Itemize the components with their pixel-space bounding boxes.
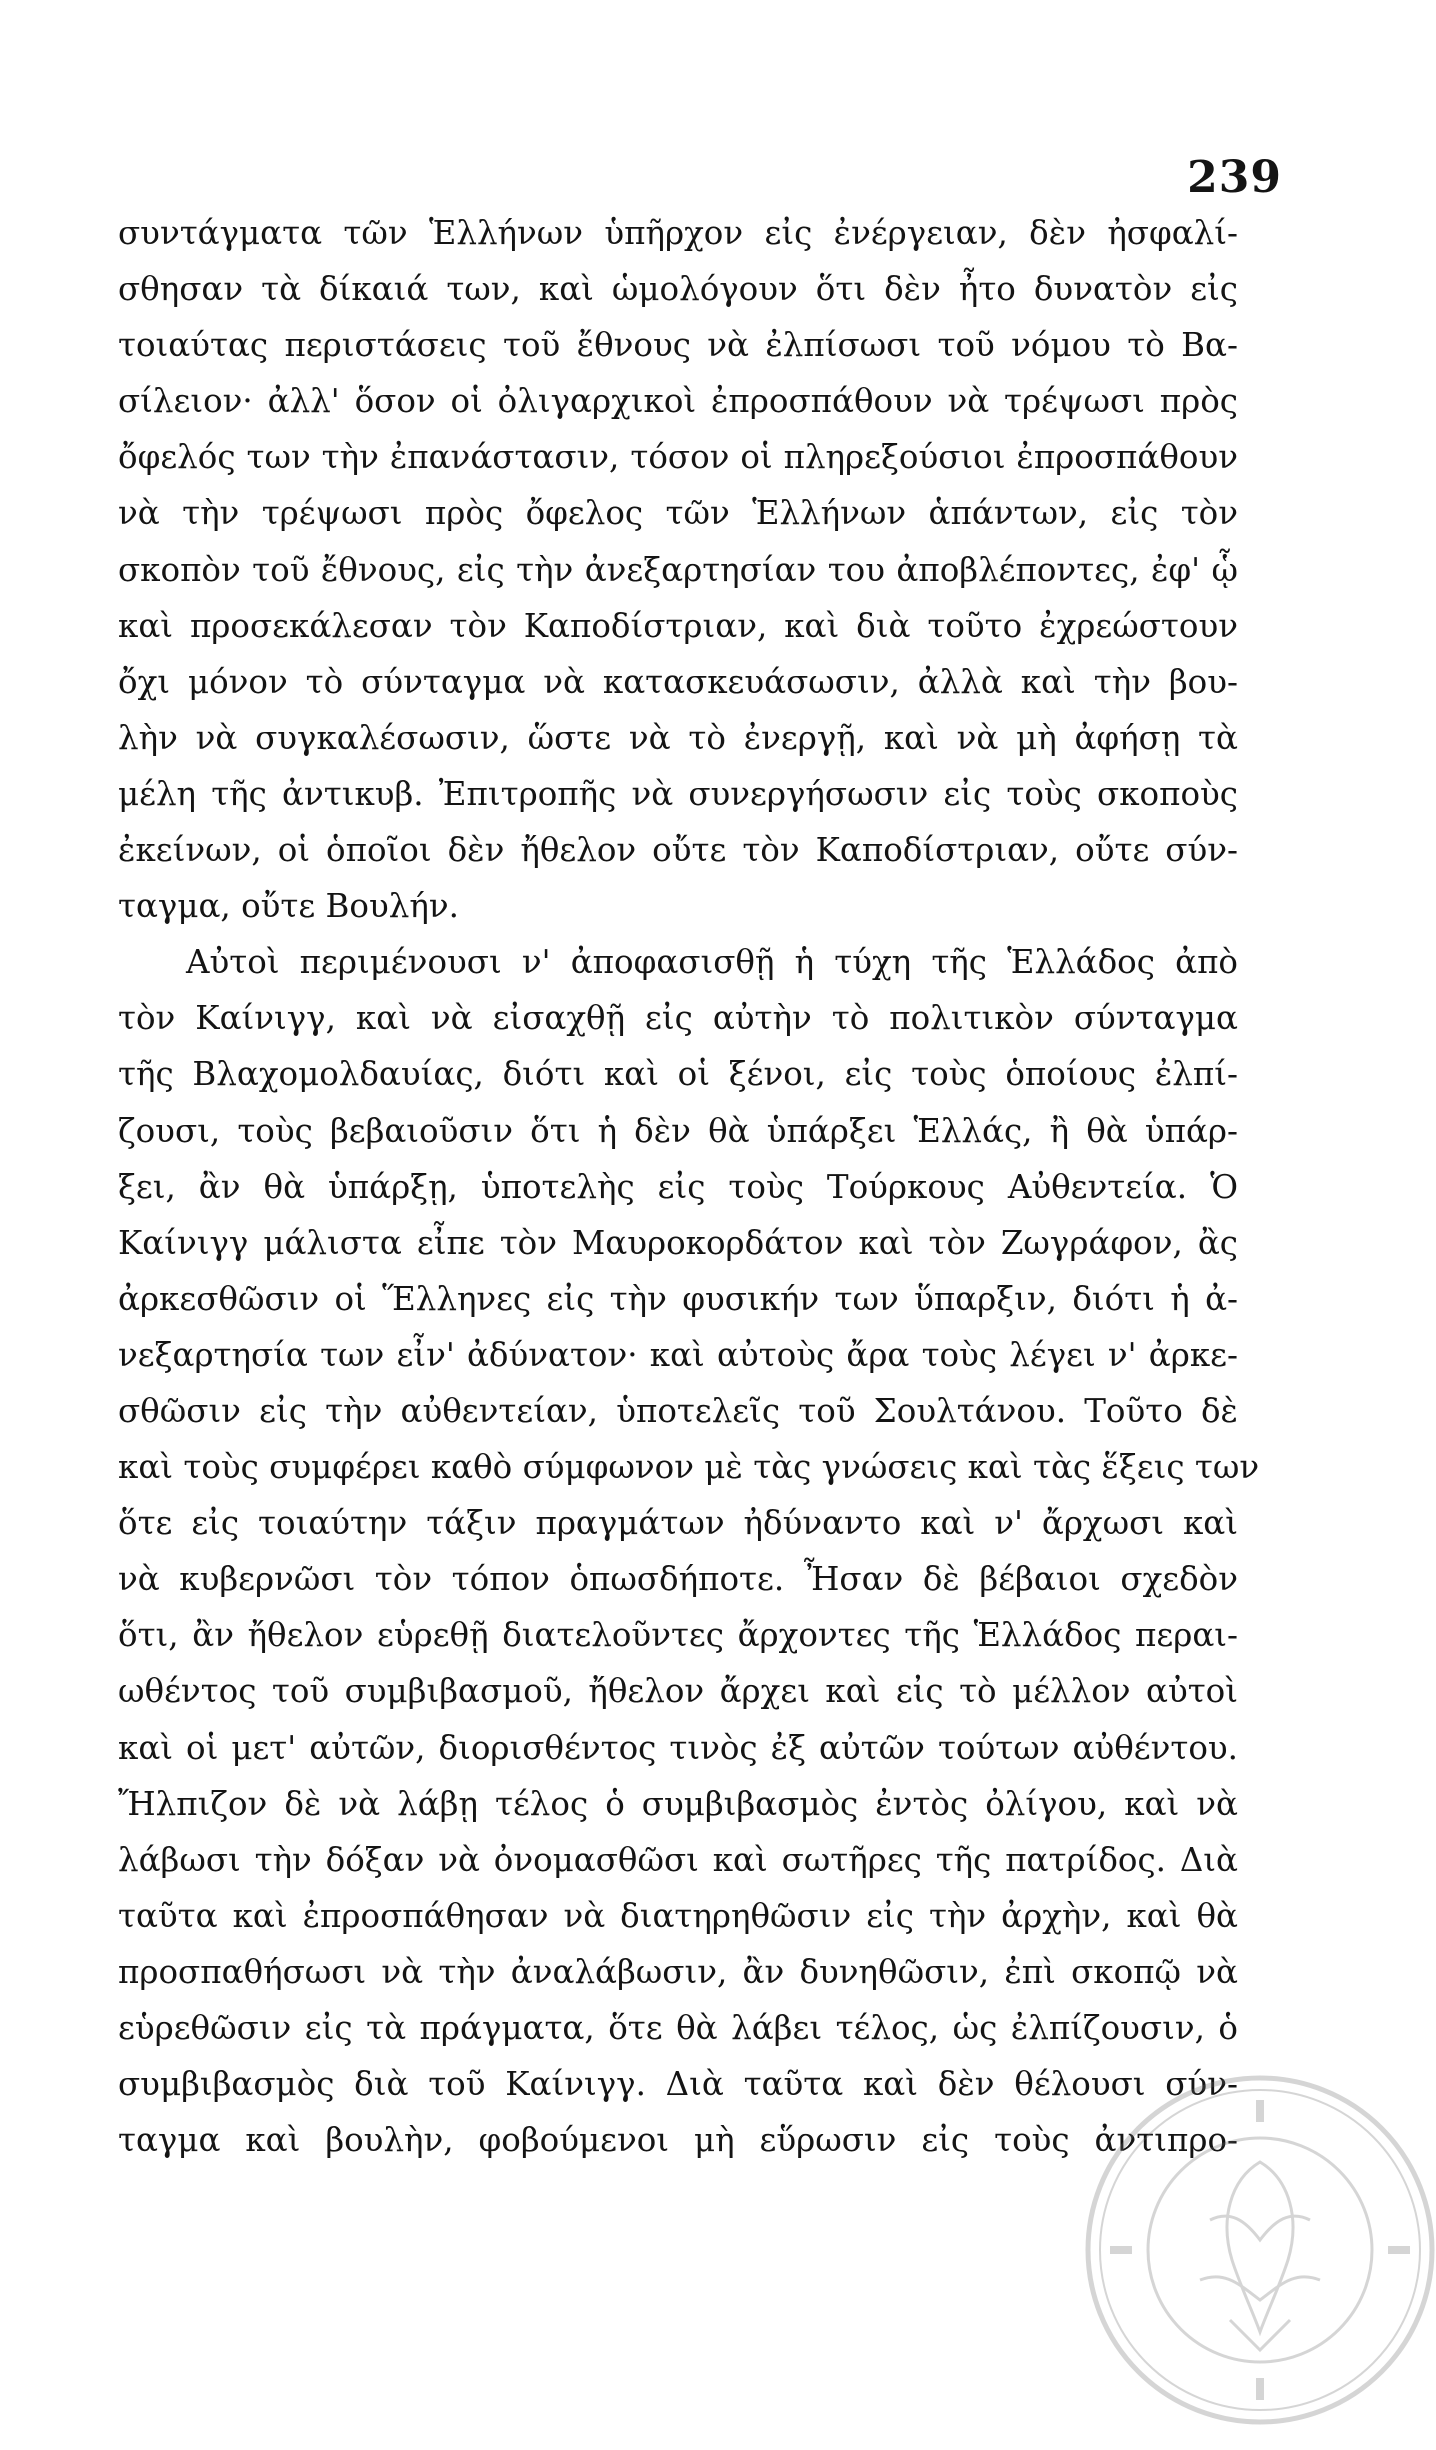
text-line: τὸν Καίνιγγ, καὶ νὰ εἰσαχθῇ εἰς αὐτὴν τὸ πολιτικὸν σύνταγμα bbox=[118, 999, 1238, 1038]
text-line: ταγμα καὶ βουλὴν, φοβούμενοι μὴ εὕρωσιν εἰς τοὺς ἀντιπρο- bbox=[118, 2121, 1238, 2160]
text-line: σκοπὸν τοῦ ἔθνους, εἰς τὴν ἀνεξαρτησίαν του ἀποβλέποντες, ἐφ' ᾧ bbox=[118, 550, 1238, 589]
text-line: μέλη τῆς ἀντικυβ. Ἐπιτροπῆς νὰ συνεργήσωσιν εἰς τοὺς σκοποὺς bbox=[118, 774, 1238, 813]
text-line: ὅτε εἰς τοιαύτην τάξιν πραγμάτων ἠδύναντο καὶ ν' ἄρχωσι καὶ bbox=[118, 1504, 1238, 1543]
library-seal-watermark bbox=[1080, 2070, 1436, 2430]
text-line: ἀρκεσθῶσιν οἱ Ἕλληνες εἰς τὴν φυσικήν των ὕπαρξιν, διότι ἡ ἀ- bbox=[118, 1279, 1238, 1318]
text-line: τοιαύτας περιστάσεις τοῦ ἔθνους νὰ ἐλπίσωσι τοῦ νόμου τὸ Βα- bbox=[118, 326, 1238, 365]
text-line: τῆς Βλαχομολδαυίας, διότι καὶ οἱ ξένοι, εἰς τοὺς ὁποίους ἐλπί- bbox=[118, 1055, 1238, 1094]
text-line: νὰ κυβερνῶσι τὸν τόπον ὁπωσδήποτε. Ἦσαν δὲ βέβαιοι σχεδὸν bbox=[118, 1560, 1238, 1599]
body-text bbox=[118, 205, 1260, 2168]
text-line: ὄχι μόνον τὸ σύνταγμα νὰ κατασκευάσωσιν, ἀλλὰ καὶ τὴν βου- bbox=[118, 662, 1238, 701]
text-line: συμβιβασμὸς διὰ τοῦ Καίνιγγ. Διὰ ταῦτα καὶ δὲν θέλουσι σύν- bbox=[118, 2065, 1238, 2104]
text-line: ταῦτα καὶ ἐπροσπάθησαν νὰ διατηρηθῶσιν εἰς τὴν ἀρχὴν, καὶ θὰ bbox=[118, 1896, 1238, 1935]
text-line: ὅτι, ἂν ἤθελον εὑρεθῇ διατελοῦντες ἄρχοντες τῆς Ἑλλάδος περαι- bbox=[118, 1616, 1238, 1655]
page-number: 239 bbox=[1187, 152, 1282, 203]
text-line: εὑρεθῶσιν εἰς τὰ πράγματα, ὅτε θὰ λάβει τέλος, ὡς ἐλπίζουσιν, ὁ bbox=[118, 2009, 1238, 2047]
text-line: λὴν νὰ συγκαλέσωσιν, ὥστε νὰ τὸ ἐνεργῇ, καὶ νὰ μὴ ἀφήσῃ τὰ bbox=[118, 718, 1238, 757]
text-line: σίλειον· ἀλλ' ὅσον οἱ ὀλιγαρχικοὶ ἐπροσπάθουν νὰ τρέψωσι πρὸς bbox=[118, 382, 1238, 421]
text-line: ωθέντος τοῦ συμβιβασμοῦ, ἤθελον ἄρχει καὶ εἰς τὸ μέλλον αὐτοὶ bbox=[118, 1672, 1238, 1711]
text-line: σθησαν τὰ δίκαιά των, καὶ ὡμολόγουν ὅτι δὲν ἦτο δυνατὸν εἰς bbox=[118, 270, 1238, 309]
text-line: ζουσι, τοὺς βεβαιοῦσιν ὅτι ἡ δὲν θὰ ὑπάρξει Ἑλλάς, ἢ θὰ ὑπάρ- bbox=[118, 1111, 1238, 1150]
text-line: καὶ οἱ μετ' αὐτῶν, διορισθέντος τινὸς ἐξ αὐτῶν τούτων αὐθέντου. bbox=[118, 1728, 1238, 1767]
text-line: νεξαρτησία των εἶν' ἀδύνατον· καὶ αὐτοὺς ἄρα τοὺς λέγει ν' ἀρκε- bbox=[118, 1335, 1238, 1374]
text-line: λάβωσι τὴν δόξαν νὰ ὀνομασθῶσι καὶ σωτῆρες τῆς πατρίδος. Διὰ bbox=[118, 1840, 1238, 1879]
text-line: συντάγματα τῶν Ἑλλήνων ὑπῆρχον εἰς ἐνέργειαν, δὲν ἠσφαλί- bbox=[118, 214, 1238, 252]
text-line: καὶ προσεκάλεσαν τὸν Καποδίστριαν, καὶ διὰ τοῦτο ἐχρεώστουν bbox=[118, 606, 1238, 645]
text-line: ἐκείνων, οἱ ὁποῖοι δὲν ἤθελον οὔτε τὸν Καποδίστριαν, οὔτε σύν- bbox=[118, 831, 1238, 870]
text-line: ὄφελός των τὴν ἐπανάστασιν, τόσον οἱ πληρεξούσιοι ἐπροσπάθουν bbox=[118, 438, 1238, 477]
text-line: Αὐτοὶ περιμένουσι ν' ἀποφασισθῇ ἡ τύχη τῆς Ἑλλάδος ἀπὸ bbox=[186, 943, 1238, 982]
text-line: νὰ τὴν τρέψωσι πρὸς ὄφελος τῶν Ἑλλήνων ἁπάντων, εἰς τὸν bbox=[118, 494, 1238, 533]
text-line: ξει, ἂν θὰ ὑπάρξῃ, ὑποτελὴς εἰς τοὺς Τούρκους Αὐθεντεία. Ὁ bbox=[118, 1167, 1238, 1206]
text-line: καὶ τοὺς συμφέρει καθὸ σύμφωνον μὲ τὰς γνώσεις καὶ τὰς ἕξεις των bbox=[118, 1448, 1260, 1487]
text-line: σθῶσιν εἰς τὴν αὐθεντείαν, ὑποτελεῖς τοῦ Σουλτάνου. Τοῦτο δὲ bbox=[118, 1391, 1238, 1430]
text-line: προσπαθήσωσι νὰ τὴν ἀναλάβωσιν, ἂν δυνηθῶσιν, ἐπὶ σκοπῷ νὰ bbox=[118, 1952, 1238, 1991]
text-line: Ἤλπιζον δὲ νὰ λάβῃ τέλος ὁ συμβιβασμὸς ἐντὸς ὀλίγου, καὶ νὰ bbox=[118, 1784, 1238, 1823]
text-line: ταγμα, οὔτε Βουλήν. bbox=[118, 887, 459, 926]
text-line: Καίνιγγ μάλιστα εἶπε τὸν Μαυροκορδάτον καὶ τὸν Ζωγράφον, ἂς bbox=[118, 1223, 1238, 1262]
